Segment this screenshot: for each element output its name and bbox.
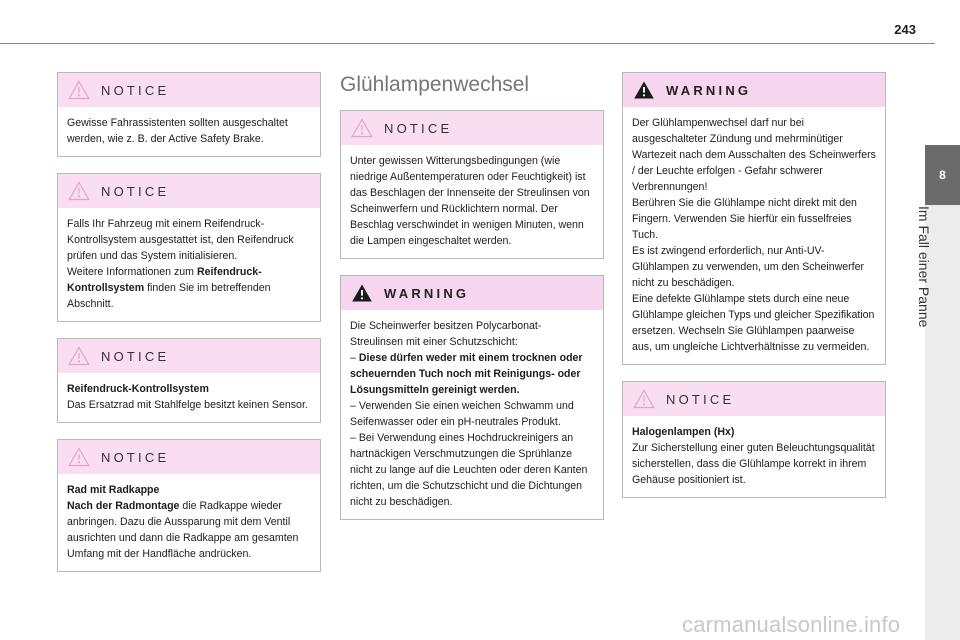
watermark: carmanualsonline.info <box>682 612 901 637</box>
body-text: Die Scheinwerfer besitzen Polycarbonat-Streulinsen mit einer Schutzschicht: <box>350 320 542 348</box>
box-body <box>623 416 885 497</box>
notice-triangle-icon <box>351 118 373 138</box>
body-paragraph <box>350 153 594 249</box>
body-text: Das Ersatzrad mit Stahlfelge besitzt keinen Sensor. <box>67 399 308 411</box>
body-paragraph <box>67 381 311 397</box>
body-paragraph <box>67 498 311 562</box>
body-text: Es ist zwingend erforderlich, nur Anti-UV-Glühlampen zu verwenden, um den Scheinwerfer nicht zu beschädigen. <box>632 245 865 289</box>
body-paragraph <box>350 398 594 430</box>
notice-triangle-icon <box>633 389 655 409</box>
body-text: – Verwenden Sie einen weichen Schwamm und Seifenwasser oder ein pH-neutrales Produkt. <box>350 400 574 428</box>
bold-text: Nach der Radmontage <box>67 500 180 512</box>
notice-label: NOTICE <box>384 120 453 136</box>
notice-header <box>58 440 320 474</box>
body-paragraph <box>632 424 876 440</box>
notice-header <box>623 382 885 416</box>
notice-label: NOTICE <box>101 449 170 465</box>
bold-text: Rad mit Radkappe <box>67 484 160 496</box>
chapter-title: Im Fall einer Panne <box>916 206 932 328</box>
box-body <box>58 474 320 571</box>
body-paragraph <box>350 430 594 510</box>
body-paragraph <box>632 243 876 291</box>
warning-box <box>340 275 604 520</box>
box-body <box>341 310 603 519</box>
notice-label: NOTICE <box>101 183 170 199</box>
warning-triangle-icon <box>633 80 655 100</box>
chapter-number-tab[interactable]: 8 <box>925 145 960 205</box>
body-paragraph <box>632 440 876 488</box>
notice-header <box>58 174 320 208</box>
body-paragraph <box>632 291 876 355</box>
notice-header <box>341 111 603 145</box>
notice-triangle-icon <box>68 447 90 467</box>
bold-text: Halogenlampen (Hx) <box>632 426 735 438</box>
notice-header <box>58 339 320 373</box>
bold-text: Reifendruck-Kontrollsystem <box>67 266 262 294</box>
notice-triangle-icon <box>68 346 90 366</box>
warning-header <box>623 73 885 107</box>
notice-box <box>57 173 321 322</box>
body-text: – Bei Verwendung eines Hochdruckreinigers an hartnäckigen Verschmutzungen die Sprühlanze nicht zu lange auf die Leuchten oder deren Kanten richten, um die Schutzschicht und die Dichtungen nicht zu beschädigen. <box>350 432 588 508</box>
body-paragraph <box>632 115 876 195</box>
body-text: Eine defekte Glühlampe stets durch eine neue Glühlampe gleichen Typs und gleicher Spezifikation ersetzen. Wechseln Sie Glühlampen paarweise aus, um ungleiche Lichtverhältnisse zu vermeiden. <box>632 293 875 353</box>
section-title: Glühlampenwechsel <box>340 73 530 96</box>
body-text: Zur Sicherstellung einer guten Beleuchtungsqualität sicherstellen, dass die Glühlampe korrekt in ihrem Gehäuse positioniert ist. <box>632 442 875 486</box>
body-text: Falls Ihr Fahrzeug mit einem Reifendruck-Kontrollsystem ausgestattet ist, den Reifendruck prüfen und das System initialisieren. <box>67 218 294 262</box>
warning-header <box>341 276 603 310</box>
notice-box <box>57 439 321 572</box>
body-paragraph <box>350 350 594 398</box>
body-paragraph <box>350 318 594 350</box>
notice-label: NOTICE <box>101 82 170 98</box>
warning-label: WARNING <box>384 285 470 301</box>
notice-triangle-icon <box>68 181 90 201</box>
header-rule <box>0 43 935 44</box>
body-text: finden Sie im betreffenden Abschnitt. <box>67 282 271 310</box>
notice-header <box>58 73 320 107</box>
body-text: Unter gewissen Witterungsbedingungen (wie niedrige Außentemperaturen oder Feuchtigkeit) ist das Beschlagen der Innenseite der Streulinsen von Scheinwerfern und Rücklichtern normal. Der Beschlag verschwindet in wenigen Minuten, wenn die Lampen eingeschaltet werden. <box>350 155 590 247</box>
body-paragraph <box>67 482 311 498</box>
page-number: 243 <box>894 22 916 37</box>
notice-triangle-icon <box>68 80 90 100</box>
body-paragraph <box>67 264 311 312</box>
body-paragraph <box>67 115 311 147</box>
body-text: – <box>350 352 359 364</box>
box-body <box>623 107 885 364</box>
body-text: die Radkappe wieder anbringen. Dazu die Aussparung mit dem Ventil ausrichten und dann die Radkappe am gesamten Umfang mit der Handfläche andrücken. <box>67 500 299 560</box>
warning-box <box>622 72 886 365</box>
bold-text: Reifendruck-Kontrollsystem <box>67 383 209 395</box>
notice-box <box>622 381 886 498</box>
bold-text: Diese dürfen weder mit einem trocknen oder scheuernden Tuch noch mit Reinigungs- oder Lösungsmitteln gereinigt werden. <box>350 352 583 396</box>
notice-label: NOTICE <box>666 391 735 407</box>
body-text: Der Glühlampenwechsel darf nur bei ausgeschalteter Zündung und mehrminütiger Wartezeit nach dem Ausschalten des Scheinwerfers / der Leuchte erfolgen - Gefahr schwerer Verbrennungen! <box>632 117 876 193</box>
body-paragraph <box>67 397 311 413</box>
body-text: Weitere Informationen zum <box>67 266 197 278</box>
body-text: Berühren Sie die Glühlampe nicht direkt mit den Fingern. Verwenden Sie hierfür ein fusselfreies Tuch. <box>632 197 857 241</box>
box-body <box>58 107 320 156</box>
box-body <box>341 145 603 258</box>
column-middle <box>340 72 604 536</box>
notice-label: NOTICE <box>101 348 170 364</box>
box-body <box>58 373 320 422</box>
box-body <box>58 208 320 321</box>
warning-label: WARNING <box>666 82 752 98</box>
warning-triangle-icon <box>351 283 373 303</box>
notice-box <box>340 110 604 259</box>
notice-box <box>57 72 321 157</box>
body-text: Gewisse Fahrassistenten sollten ausgeschaltet werden, wie z. B. der Active Safety Brake. <box>67 117 288 145</box>
body-paragraph <box>632 195 876 243</box>
body-paragraph <box>67 216 311 264</box>
column-right <box>622 72 886 514</box>
column-left <box>57 72 321 588</box>
notice-box <box>57 338 321 423</box>
